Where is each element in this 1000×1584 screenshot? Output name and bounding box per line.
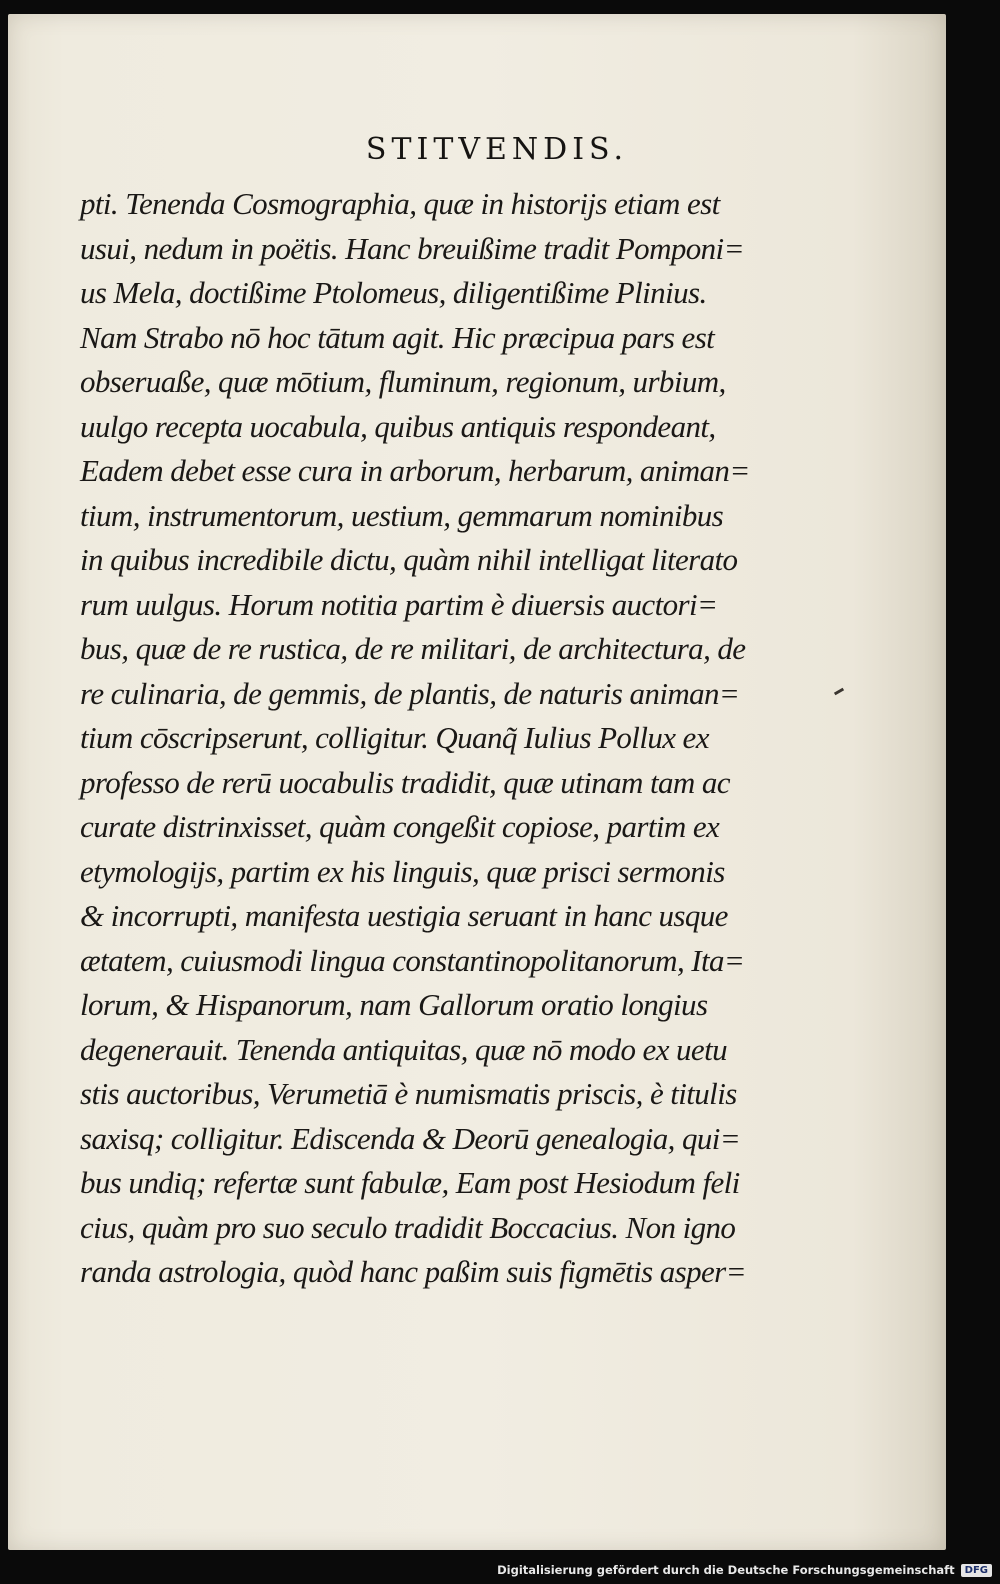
running-header xyxy=(8,132,946,167)
text-block xyxy=(80,182,840,1295)
funding-credit: Digitalisierung gefördert durch die Deutsche Forschungsgemeinschaft xyxy=(497,1563,955,1577)
text-line: tium, instrumentorum, uestium, gemmarum nominibus xyxy=(80,497,724,533)
text-line: bus undiq; refertæ sunt fabulæ, Eam post Hesiodum feli xyxy=(80,1165,740,1200)
text-line: etymologijs, partim ex his linguis, quæ prisci sermonis xyxy=(80,853,725,889)
text-line: ætatem, cuiusmodi lingua constantinopolitanorum, Ita= xyxy=(80,942,745,978)
text-line: obseruaße, quæ mōtium, fluminum, regionum, urbium, xyxy=(80,364,726,399)
text-line: re culinaria, de gemmis, de plantis, de naturis animan= xyxy=(80,675,740,711)
text-line: uulgo recepta uocabula, quibus antiquis respondeant, xyxy=(80,408,716,444)
text-line: bus, quæ de re rustica, de re militari, de architectura, de xyxy=(80,631,746,666)
text-line: cius, quàm pro suo seculo tradidit Boccacius. Non igno xyxy=(80,1209,736,1245)
text-line: professo de rerū uocabulis tradidit, quæ utinam tam ac xyxy=(80,764,730,800)
text-line: stis auctoribus, Verumetiā è numismatis priscis, è titulis xyxy=(80,1076,737,1111)
text-line: saxisq; colligitur. Ediscenda & Deorū genealogia, qui= xyxy=(80,1120,741,1156)
text-line: usui, nedum in poëtis. Hanc breuißime tradit Pomponi= xyxy=(80,230,744,266)
running-header-text: STITVENDIS. xyxy=(365,132,629,167)
dfg-logo: DFG xyxy=(961,1564,992,1577)
text-line: Eadem debet esse cura in arborum, herbarum, animan= xyxy=(80,453,750,488)
text-line: Nam Strabo nō hoc tātum agit. Hic præcipua pars est xyxy=(80,319,715,355)
text-line: degenerauit. Tenenda antiquitas, quæ nō modo ex uetu xyxy=(80,1031,728,1067)
text-line: in quibus incredibile dictu, quàm nihil intelligat literato xyxy=(80,542,738,577)
text-line: curate distrinxisset, quàm congeßit copiose, partim ex xyxy=(80,809,720,844)
digitization-footer xyxy=(497,1561,992,1579)
text-line: & incorrupti, manifesta uestigia seruant in hanc usque xyxy=(80,898,728,933)
book-page xyxy=(8,14,946,1550)
text-line: pti. Tenenda Cosmographia, quæ in historijs etiam est xyxy=(80,186,720,221)
text-line: randa astrologia, quòd hanc paßim suis figmētis asper= xyxy=(80,1254,746,1289)
text-line: lorum, & Hispanorum, nam Gallorum oratio longius xyxy=(80,987,708,1022)
text-line: us Mela, doctißime Ptolomeus, diligentißime Plinius. xyxy=(80,275,707,310)
text-line: rum uulgus. Horum notitia partim è diuersis auctori= xyxy=(80,586,718,622)
text-line: tium cōscripserunt, colligitur. Quanq̃ Iulius Pollux ex xyxy=(80,720,709,755)
